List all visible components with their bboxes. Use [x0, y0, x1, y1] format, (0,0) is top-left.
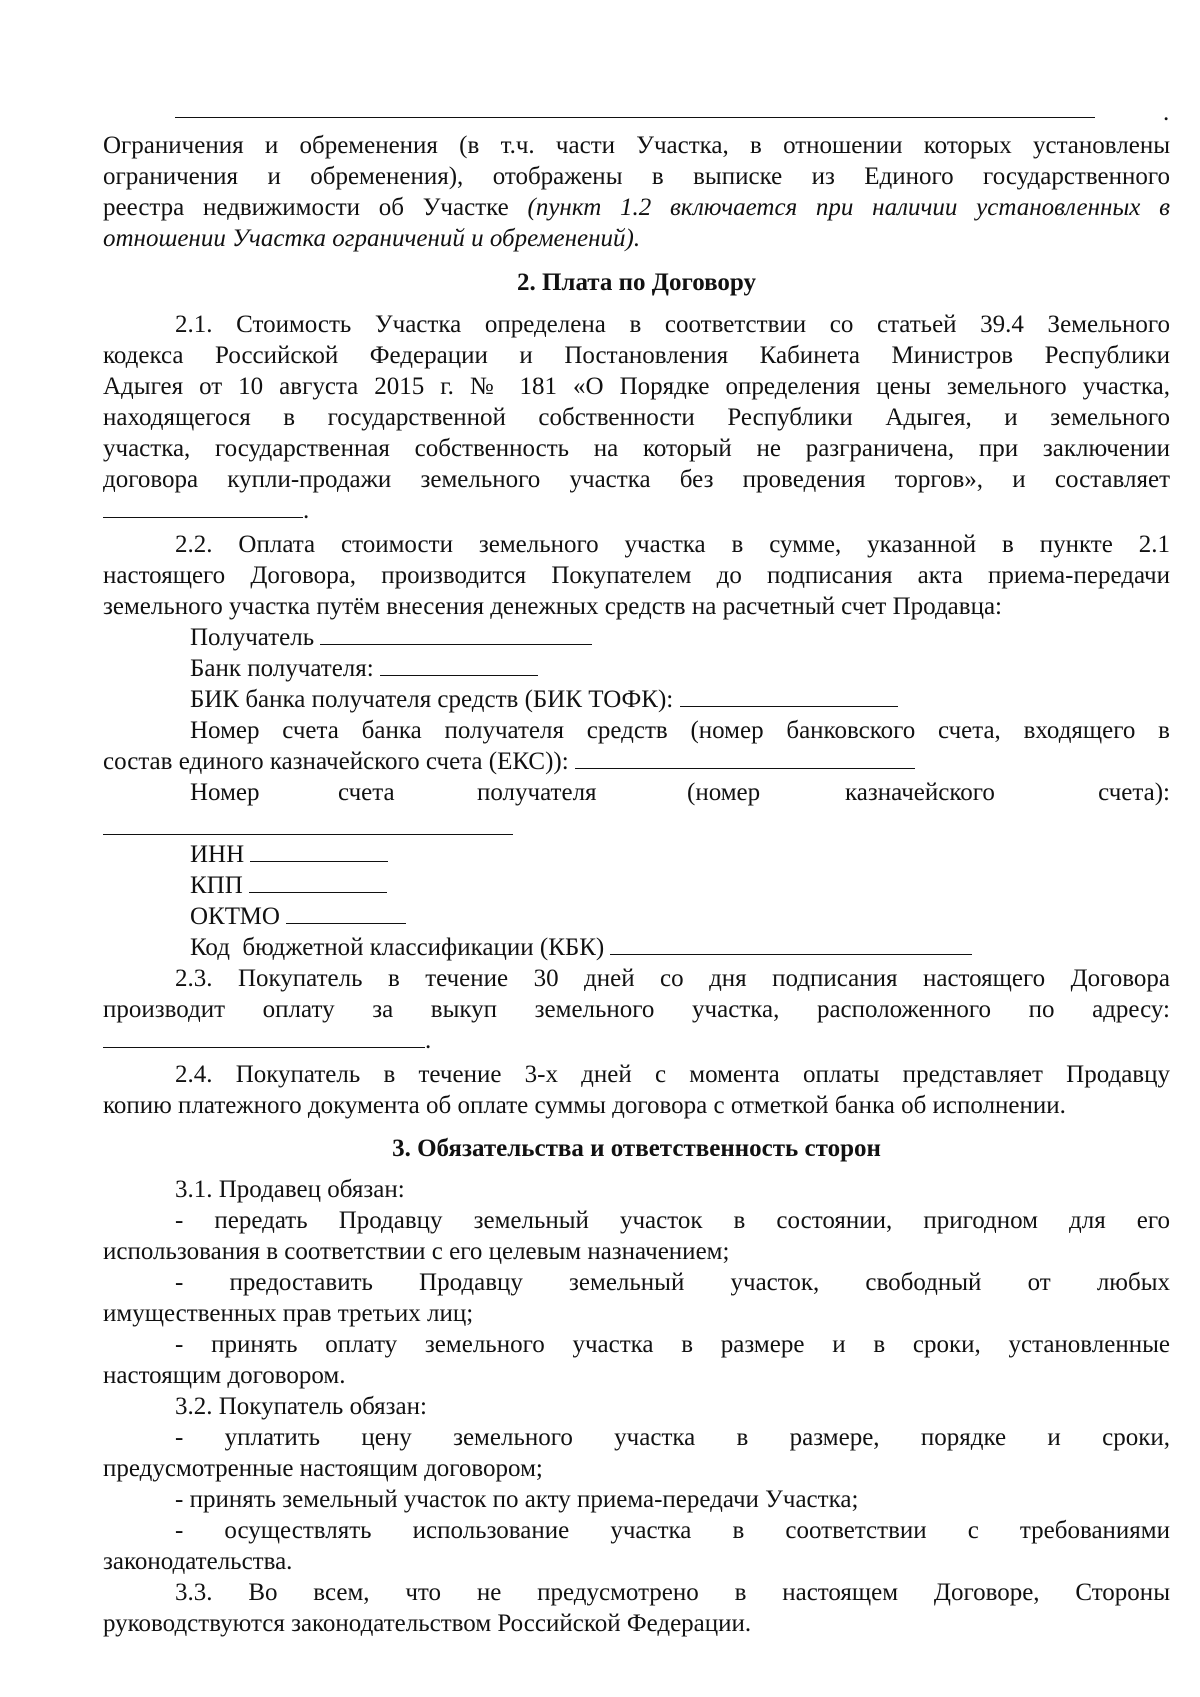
account-field — [103, 746, 1170, 777]
clause-2-1-line: участка, государственная собственность на который не разграничена, при заключении — [103, 435, 1170, 462]
price-blank-line — [103, 495, 1170, 526]
treasury-account-line — [190, 777, 1170, 808]
clause-1-2-note-line: отношении Участка ограничений и обременений). — [103, 225, 641, 252]
clause-3-2-item-cont: законодательства. — [103, 1548, 293, 1575]
bik-blank[interactable] — [680, 685, 898, 707]
oktmo-blank[interactable] — [286, 902, 406, 924]
clause-1-2-line — [103, 192, 1170, 223]
kpp-blank[interactable] — [249, 871, 387, 893]
clause-3-3-line: 3.3. Во всем, что не предусмотрено в настоящем Договоре, Стороны — [175, 1579, 1170, 1606]
recipient-label: Получатель — [190, 624, 315, 651]
section-3-title: 3. Обязательства и ответственность сторон — [392, 1135, 881, 1162]
clause-3-2-item-cont: предусмотренные настоящим договором; — [103, 1455, 543, 1482]
clause-2-2-line: настоящего Договора, производится Покупателем до подписания акта приема-передачи — [103, 562, 1170, 589]
clause-2-3-end: . — [425, 1027, 432, 1054]
oktmo-label: ОКТМО — [190, 903, 280, 930]
inn-label: ИНН — [190, 841, 245, 868]
clause-2-2-line: 2.2. Оплата стоимости земельного участка в сумме, указанной в пункте 2.1 — [175, 531, 1170, 558]
clause-2-1-line: находящегося в государственной собственности Республики Адыгея, и земельного — [103, 404, 1170, 431]
bank-field — [190, 653, 1170, 684]
blank-line — [175, 117, 1095, 118]
inn-field — [190, 839, 1170, 870]
clause-2-1-line: 2.1. Стоимость Участка определена в соответствии со статьей 39.4 Земельного — [175, 311, 1170, 338]
account-line: Номер счета банка получателя средств (номер банковского счета, входящего в — [190, 717, 1170, 744]
clause-3-2-item: - осуществлять использование участка в соответствии с требованиями — [175, 1517, 1170, 1544]
clause-3-1-item: - принять оплату земельного участка в размере и в сроки, установленные — [175, 1331, 1170, 1358]
treasury-word: счета): — [1098, 779, 1170, 806]
bank-blank[interactable] — [380, 654, 538, 676]
clause-2-2-line: земельного участка путём внесения денежных средств на расчетный счет Продавца: — [103, 593, 1002, 620]
kbk-field — [190, 932, 1170, 963]
account-label: состав единого казначейского счета (ЕКС)): — [103, 748, 569, 775]
clause-3-2-item: - уплатить цену земельного участка в размере, порядке и сроки, — [175, 1424, 1170, 1451]
top-dot: . — [1163, 99, 1170, 126]
clause-3-2-item: - принять земельный участок по акту приема-передачи Участка; — [175, 1486, 859, 1513]
clause-2-4-line: 2.4. Покупатель в течение 3-х дней с момента оплаты представляет Продавцу — [175, 1061, 1170, 1088]
treasury-word: получателя — [477, 779, 597, 806]
price-blank[interactable] — [103, 496, 303, 518]
clause-2-3-line: производит оплату за выкуп земельного участка, расположенного по адресу: — [103, 996, 1170, 1023]
clause-2-1-line: Адыгея от 10 августа 2015 г. № 181 «О Порядке определения цены земельного участка, — [103, 373, 1170, 400]
kbk-label: Код бюджетной классификации (КБК) — [190, 934, 605, 961]
treasury-word: Номер — [190, 779, 260, 806]
clause-3-1-item-cont: настоящим договором. — [103, 1362, 346, 1389]
treasury-word: счета — [338, 779, 395, 806]
clause-3-3-line: руководствуются законодательством Российской Федерации. — [103, 1610, 752, 1637]
clause-1-2-text: реестра недвижимости об Участке — [103, 194, 509, 221]
kpp-label: КПП — [190, 872, 243, 899]
treasury-word: (номер — [687, 779, 761, 806]
inn-blank[interactable] — [250, 840, 388, 862]
clause-2-1-line: договора купли-продажи земельного участка без проведения торгов», и составляет — [103, 466, 1170, 493]
section-2-title: 2. Плата по Договору — [516, 269, 757, 296]
bik-label: БИК банка получателя средств (БИК ТОФК): — [190, 686, 674, 713]
clause-2-3-line: 2.3. Покупатель в течение 30 дней со дня подписания настоящего Договора — [175, 965, 1170, 992]
clause-2-1-line: кодекса Российской Федерации и Постановления Кабинета Министров Республики — [103, 342, 1170, 369]
account-blank[interactable] — [575, 747, 915, 769]
clause-1-2-line: ограничения и обременения), отображены в выписке из Единого государственного — [103, 163, 1170, 190]
recipient-field — [190, 622, 1170, 653]
clause-2-1-end: . — [303, 497, 310, 524]
treasury-word: казначейского — [845, 779, 995, 806]
clause-3-1-item-cont: имущественных прав третьих лиц; — [103, 1300, 474, 1327]
clause-1-2-note: (пункт 1.2 включается при наличии установленных в — [527, 194, 1171, 221]
address-field — [103, 1025, 1170, 1056]
clause-3-1-item-cont: использования в соответствии с его целевым назначением; — [103, 1238, 730, 1265]
recipient-blank[interactable] — [320, 623, 592, 645]
address-blank[interactable] — [103, 1026, 425, 1048]
oktmo-field — [190, 901, 1170, 932]
bik-field — [190, 684, 1170, 715]
treasury-account-blank[interactable] — [103, 834, 513, 835]
clause-3-2-heading: 3.2. Покупатель обязан: — [175, 1393, 427, 1420]
kbk-blank[interactable] — [610, 933, 972, 955]
clause-3-1-item: - предоставить Продавцу земельный участок, свободный от любых — [175, 1269, 1170, 1296]
clause-3-1-item: - передать Продавцу земельный участок в состоянии, пригодном для его — [175, 1207, 1170, 1234]
clause-1-2-line: Ограничения и обременения (в т.ч. части Участка, в отношении которых установлены — [103, 132, 1170, 159]
clause-3-1-heading: 3.1. Продавец обязан: — [175, 1176, 405, 1203]
clause-2-4-line: копию платежного документа об оплате суммы договора с отметкой банка об исполнении. — [103, 1092, 1066, 1119]
bank-label: Банк получателя: — [190, 655, 374, 682]
kpp-field — [190, 870, 1170, 901]
